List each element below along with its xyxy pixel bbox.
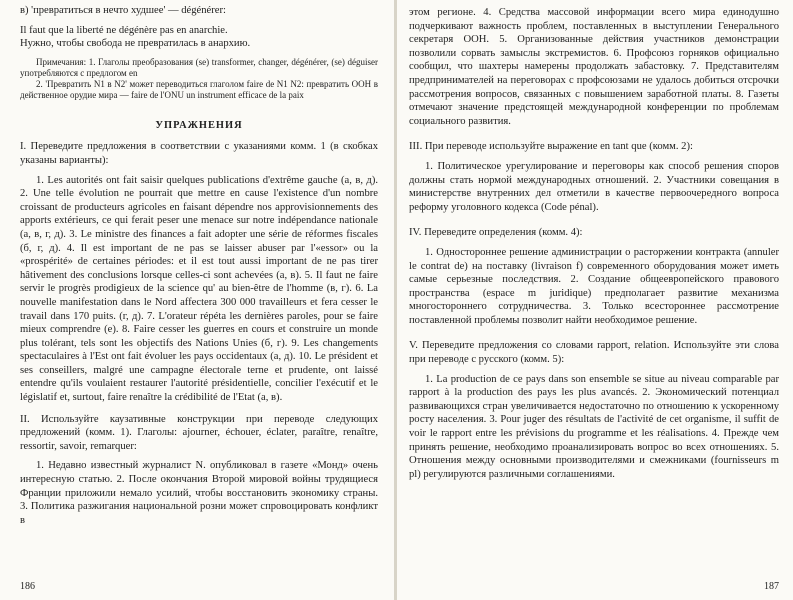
exercise-1-title: I. Переведите предложения в соответствии с указаниями комм. 1 (в скобках указаны варианты): bbox=[20, 141, 378, 166]
exercise-3-title: III. При переводе используйте выражение en tant que (комм. 2): bbox=[409, 141, 693, 153]
exercise-4-body: 1. Одностороннее решение администрации о расторжении контракта (annuler le contrat de) на поставку (livraison f) современного оборудования может иметь самые серьезные последствия. 2. Создание общеевропейского правового пространства (espace m juridique) предполагает развитие механизма многостороннего сотрудничества. 3. Только всестороннее рассмотрение поставленной проблемы позволит найти необходимое решение. bbox=[409, 246, 779, 326]
page-right bbox=[397, 0, 793, 600]
exercise-4-title: IV. Переведите определения (комм. 4): bbox=[409, 227, 583, 239]
exercise-5-body: 1. La production de ce pays dans son ensemble se situe au niveau comparable par rapport à la production des pays les plus avancés. 2. Экономический потенциал развивающихся стран увеличивается недостаточно по отношению к ускоренному росту населения. 3. Pour juger des résultats de l'activité de cet organisme, il suffit de voir le rapport entre les prévisions du programme et les réalisations. 4. Прежде чем принять решение, необходимо проанализировать вопрос во всех отношениях. 5. Отношения между основными производителями и смежниками (fournisseurs m pl) регулируются различными соглашениями. bbox=[409, 373, 779, 480]
exercise-1-body: 1. Les autorités ont fait saisir quelques publications d'extrême gauche (а, в, д). 2. Une telle évolution ne pourrait que mettre en cause l'existence d'un nombre croissant de producteurs agricoles en faisant dépendre nos approvisionnements des apports extérieurs, ce qui ferait peser une menace sur notre indépendance nationale (а, в, г, д). 3. Le ministre des finances a fait adopter une série de réformes fiscales (б, г, д). 4. Il est important de ne pas se laisser abuser par l'«essor» ou la «prospérité» de certaines périodes: et il est tout aussi important de ne pas tirer hâtivement des conclusions lorsque celles-ci sont achevées (а, в). 5. Il faut ne faire servir le progrès prodigieux de la science qu' au bien-être de l'homme (в, г). 6. La nouvelle manifestation dans le Nord affectera 300 000 travailleurs et fera cesser le travail dans 170 puits. (г, д). 7. L'orateur répéta les dernières paroles, pour se faire mieux comprendre (е). 8. Faire cesser les guerres en cours et construire un monde plus tolérant, tels sont les objectifs des Nations Unies (б, г). 9. Les changements spectaculaires à l'Est ont fait évoluer les pays occidentaux (а, д). 10. Le président et ses conseillers, malgré une campagne électorale terne et prudente, ont laissé entendre qu'ils voulaient restaurer l'autorité présidentielle, concilier l'exécutif et le législatif et, surtout, faire renaître la crédibilité de l'Etat (а, в). bbox=[20, 174, 378, 404]
page-number-right: 187 bbox=[764, 581, 779, 592]
example-russian: Нужно, чтобы свобода не превратилась в анархию. bbox=[20, 38, 251, 50]
page-number-left: 186 bbox=[20, 581, 35, 592]
left-column bbox=[20, 0, 378, 527]
note-2: 2. 'Превратить N1 в N2' может переводиться глаголом faire de N1 N2: превратить ООН в действенное орудие мира — faire de l'ONU un instrument efficace de la paix bbox=[20, 78, 378, 100]
right-column bbox=[409, 0, 779, 481]
example-french: Il faut que la liberté ne dégénère pas en anarchie. bbox=[20, 24, 228, 36]
exercises-heading: УПРАЖНЕНИЯ bbox=[155, 119, 243, 131]
exercise-2-body: 1. Недавно известный журналист N. опубликовал в газете «Монд» очень интересную статью. 2. После окончания Второй мировой войны трудящиеся Франции приложили немало усилий, чтобы восстановить экономику страны. 3. Политика разжигания национальной розни может спровоцировать конфликт в bbox=[20, 460, 378, 526]
exercise-5-title: V. Переведите предложения со словами rapport, relation. Используйте эти слова при переводе с русского (комм. 5): bbox=[409, 340, 779, 366]
exercise-3-body: 1. Политическое урегулирование и переговоры как способ решения споров должны стать нормой международных отношений. 2. Участники совещания в министерстве внутренних дел отметили в качестве первоочередного вопроса реформу уголовного кодекса (Code pénal). bbox=[409, 160, 779, 213]
note-1: Примечания: 1. Глаголы преобразования (se) transformer, changer, dégénérer, (se) déguiser употребляются с предлогом en bbox=[20, 56, 378, 78]
exercise-2-continuation: этом регионе. 4. Средства массовой информации всего мира единодушно подчеркивают важность проблем, поставленных в выступлении Генерального секретаря ООН. 5. Организованные действия участников демонстрации позволили сорвать замыслы экстремистов. 6. Профсоюз горняков официально сообщил, что шахтеры намерены продолжать забастовку. 7. Представителям предпринимателей на переговорах с профсоюзами не удалось добиться отсрочки рассмотрения вопросов, связанных с повышением заработной платы. 8. Газеты отмечают значение предстоящей международной конференции по проблемам социального развития. bbox=[409, 7, 779, 127]
exercise-2-title: II. Используйте каузативные конструкции при переводе следующих предложений (комм. 1). Глаголы: ajourner, échouer, éclater, paraître, renaître, ressortir, savoir, remarquer: bbox=[20, 413, 378, 452]
page-left bbox=[0, 0, 394, 600]
line-definition: в) 'превратиться в нечто худшее' — dégénérer: bbox=[20, 5, 226, 16]
